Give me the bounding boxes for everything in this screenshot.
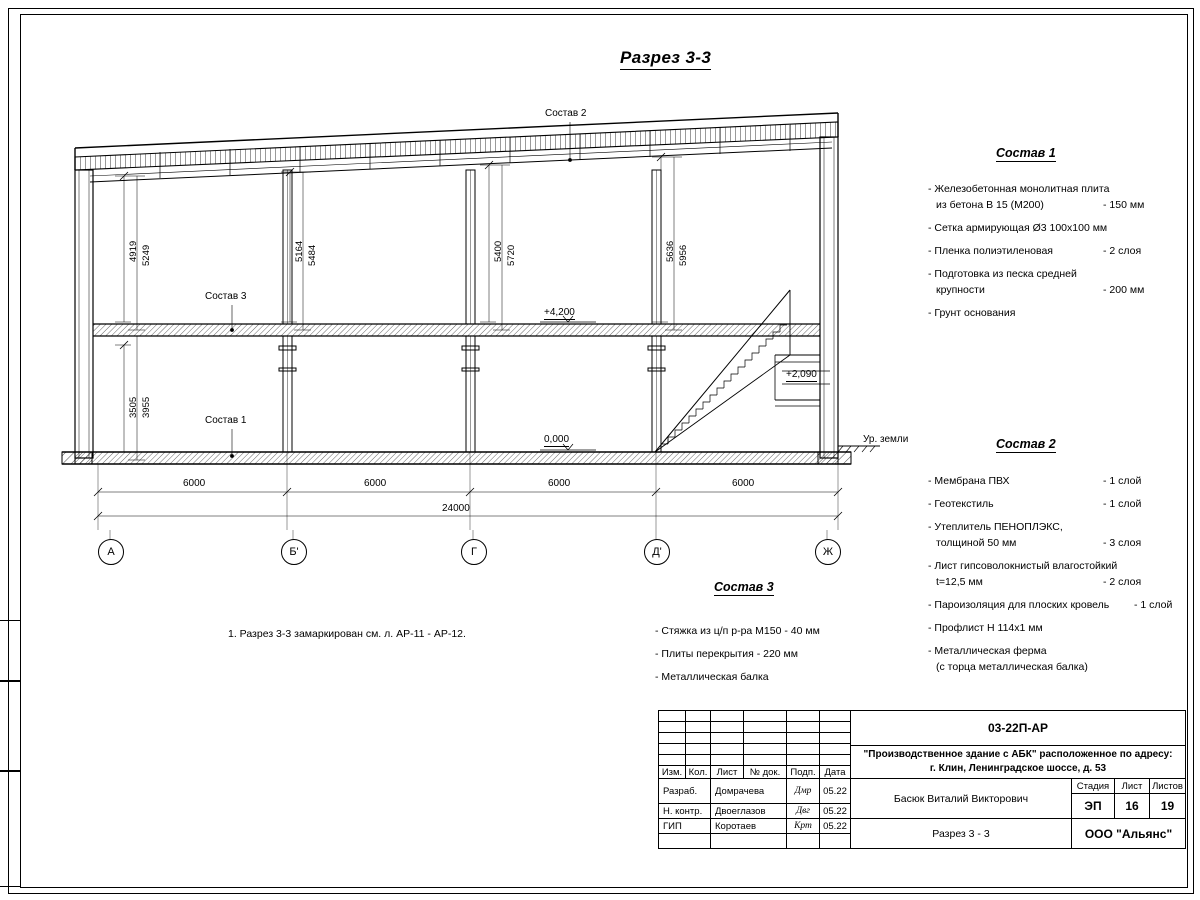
spec2-item6-name2: (с торца металлическая балка) (936, 661, 1088, 673)
title-block (658, 710, 1186, 886)
th-izm: Изм. (658, 765, 686, 779)
level-mark-4200: +4,200 (544, 307, 575, 318)
vdim-d-outer: 5956 (678, 244, 689, 266)
spec1-item1-name: - Сетка армирующая Ø3 100х100 мм (928, 222, 1108, 234)
lists-value: 19 (1149, 793, 1186, 819)
axis-bubble-d: Д' (644, 539, 670, 565)
customer-name: Басюк Виталий Викторович (850, 778, 1072, 819)
spec1-item0-name: - Железобетонная монолитная плита (928, 183, 1110, 195)
bay-dim-3: 6000 (548, 478, 571, 489)
object-line-1: "Производственное здание с АБК" расположенное по адресу: (863, 749, 1173, 760)
spec2-item2-value: - 3 слоя (1103, 537, 1142, 549)
spec-sostav3-list (655, 624, 820, 693)
lists-header: Листов (1149, 778, 1186, 794)
row0-signature: Дмр (786, 778, 820, 804)
vdim-lower-inner: 3505 (128, 396, 139, 418)
spec2-item1-value: - 1 слой (1103, 498, 1142, 510)
spec-sostav2-title: Состав 2 (996, 437, 1056, 451)
row2-date: 05.22 (819, 818, 851, 834)
spec1-item3-value: - 200 мм (1103, 284, 1145, 296)
spec2-item3-value: - 2 слоя (1103, 576, 1142, 588)
bay-dim-1: 6000 (183, 478, 206, 489)
company-name: ООО "Альянс" (1071, 818, 1186, 849)
vdim-b-inner: 5164 (294, 240, 305, 262)
total-dim: 24000 (442, 503, 470, 514)
row0-role: Разраб. (658, 778, 711, 804)
spec1-item4-name: - Грунт основания (928, 307, 1016, 319)
spec-sostav2-list (928, 474, 1173, 683)
stage-header: Стадия (1071, 778, 1115, 794)
leader-label-sostav1: Состав 1 (205, 415, 247, 426)
spec2-item2-name2: толщиной 50 мм (936, 537, 1017, 549)
object-line-2: г. Клин, Ленинградское шоссе, д. 53 (929, 763, 1107, 774)
spec2-item0-name: - Мембрана ПВХ (928, 475, 1010, 487)
spec-sostav1-title: Состав 1 (996, 146, 1056, 160)
spec1-item3-name2: крупности (936, 284, 985, 296)
spec-sostav3-title: Состав 3 (714, 580, 774, 594)
spec3-item1-name: - Плиты перекрытия - 220 мм (655, 648, 798, 660)
th-list: Лист (710, 765, 744, 779)
row2-role: ГИП (658, 818, 711, 834)
project-code: 03-22П-АР (850, 710, 1186, 746)
level-mark-0000: 0,000 (544, 434, 570, 445)
vdim-a-outer: 5249 (141, 244, 152, 266)
spec2-item2-name: - Утеплитель ПЕНОПЛЭКС, (928, 521, 1063, 533)
spec2-item4-value: - 1 слой (1134, 599, 1173, 611)
spec1-item3-name: - Подготовка из песка средней (928, 268, 1077, 280)
stage-value: ЭП (1071, 793, 1115, 819)
level-mark-2090: +2,090 (786, 369, 817, 380)
spec2-item5-name: - Профлист Н 114х1 мм (928, 622, 1043, 634)
row3-empty-sign (786, 833, 820, 849)
spec3-item0-name: - Стяжка из ц/п р-ра М150 - 40 мм (655, 625, 820, 637)
sheet-name: Разрез 3 - 3 (850, 818, 1072, 849)
axis-bubble-zh: Ж (815, 539, 841, 565)
row1-signature: Двг (786, 803, 820, 819)
list-header: Лист (1114, 778, 1150, 794)
vdim-g-inner: 5400 (493, 240, 504, 262)
vdim-b-outer: 5484 (307, 244, 318, 266)
spec2-item3-name2: t=12,5 мм (936, 576, 983, 588)
page-title: Разрез 3-3 (620, 48, 711, 70)
row1-name: Двоеглазов (710, 803, 787, 819)
bay-dim-2: 6000 (364, 478, 387, 489)
spec2-item0-value: - 1 слой (1103, 475, 1142, 487)
th-kol: Кол. (685, 765, 711, 779)
spec2-item3-name: - Лист гипсоволокнистый влагостойкий (928, 560, 1118, 572)
leader-label-sostav2: Состав 2 (545, 108, 587, 119)
spec2-item1-name: - Геотекстиль (928, 498, 994, 510)
drawing-note: 1. Разрез 3-3 замаркирован см. л. АР-11 - АР-12. (228, 628, 466, 640)
row2-signature: Крт (786, 818, 820, 834)
vdim-lower-outer: 3955 (141, 396, 152, 418)
row3-empty-left (658, 833, 711, 849)
list-value: 16 (1114, 793, 1150, 819)
axis-bubble-b: Б' (281, 539, 307, 565)
spec2-item4-name: - Пароизоляция для плоских кровель (928, 599, 1110, 611)
axis-bubble-a: А (98, 539, 124, 565)
row1-date: 05.22 (819, 803, 851, 819)
bay-dim-4: 6000 (732, 478, 755, 489)
spec-sostav1-list (928, 182, 1145, 329)
row0-date: 05.22 (819, 778, 851, 804)
vdim-g-outer: 5720 (506, 244, 517, 266)
row3-empty-name (710, 833, 787, 849)
spec3-item2-name: - Металлическая балка (655, 671, 769, 683)
spec1-item0-value: - 150 мм (1103, 199, 1145, 211)
axis-bubble-g: Г (461, 539, 487, 565)
object-description (850, 745, 1186, 779)
spec1-item2-name: - Пленка полиэтиленовая (928, 245, 1053, 257)
row1-role: Н. контр. (658, 803, 711, 819)
row3-empty-date (819, 833, 851, 849)
spec2-item6-name: - Металлическая ферма (928, 645, 1047, 657)
vdim-d-inner: 5636 (665, 240, 676, 262)
vdim-a-inner: 4919 (128, 240, 139, 262)
ground-level-label: Ур. земли (863, 434, 909, 445)
row0-name: Домрачева (710, 778, 787, 804)
spec1-item2-value: - 2 слоя (1103, 245, 1142, 257)
leader-label-sostav3: Состав 3 (205, 291, 247, 302)
th-data: Дата (819, 765, 851, 779)
th-ndok: № док. (743, 765, 787, 779)
row2-name: Коротаев (710, 818, 787, 834)
spec1-item0-name2: из бетона В 15 (М200) (936, 199, 1044, 211)
th-podp: Подп. (786, 765, 820, 779)
